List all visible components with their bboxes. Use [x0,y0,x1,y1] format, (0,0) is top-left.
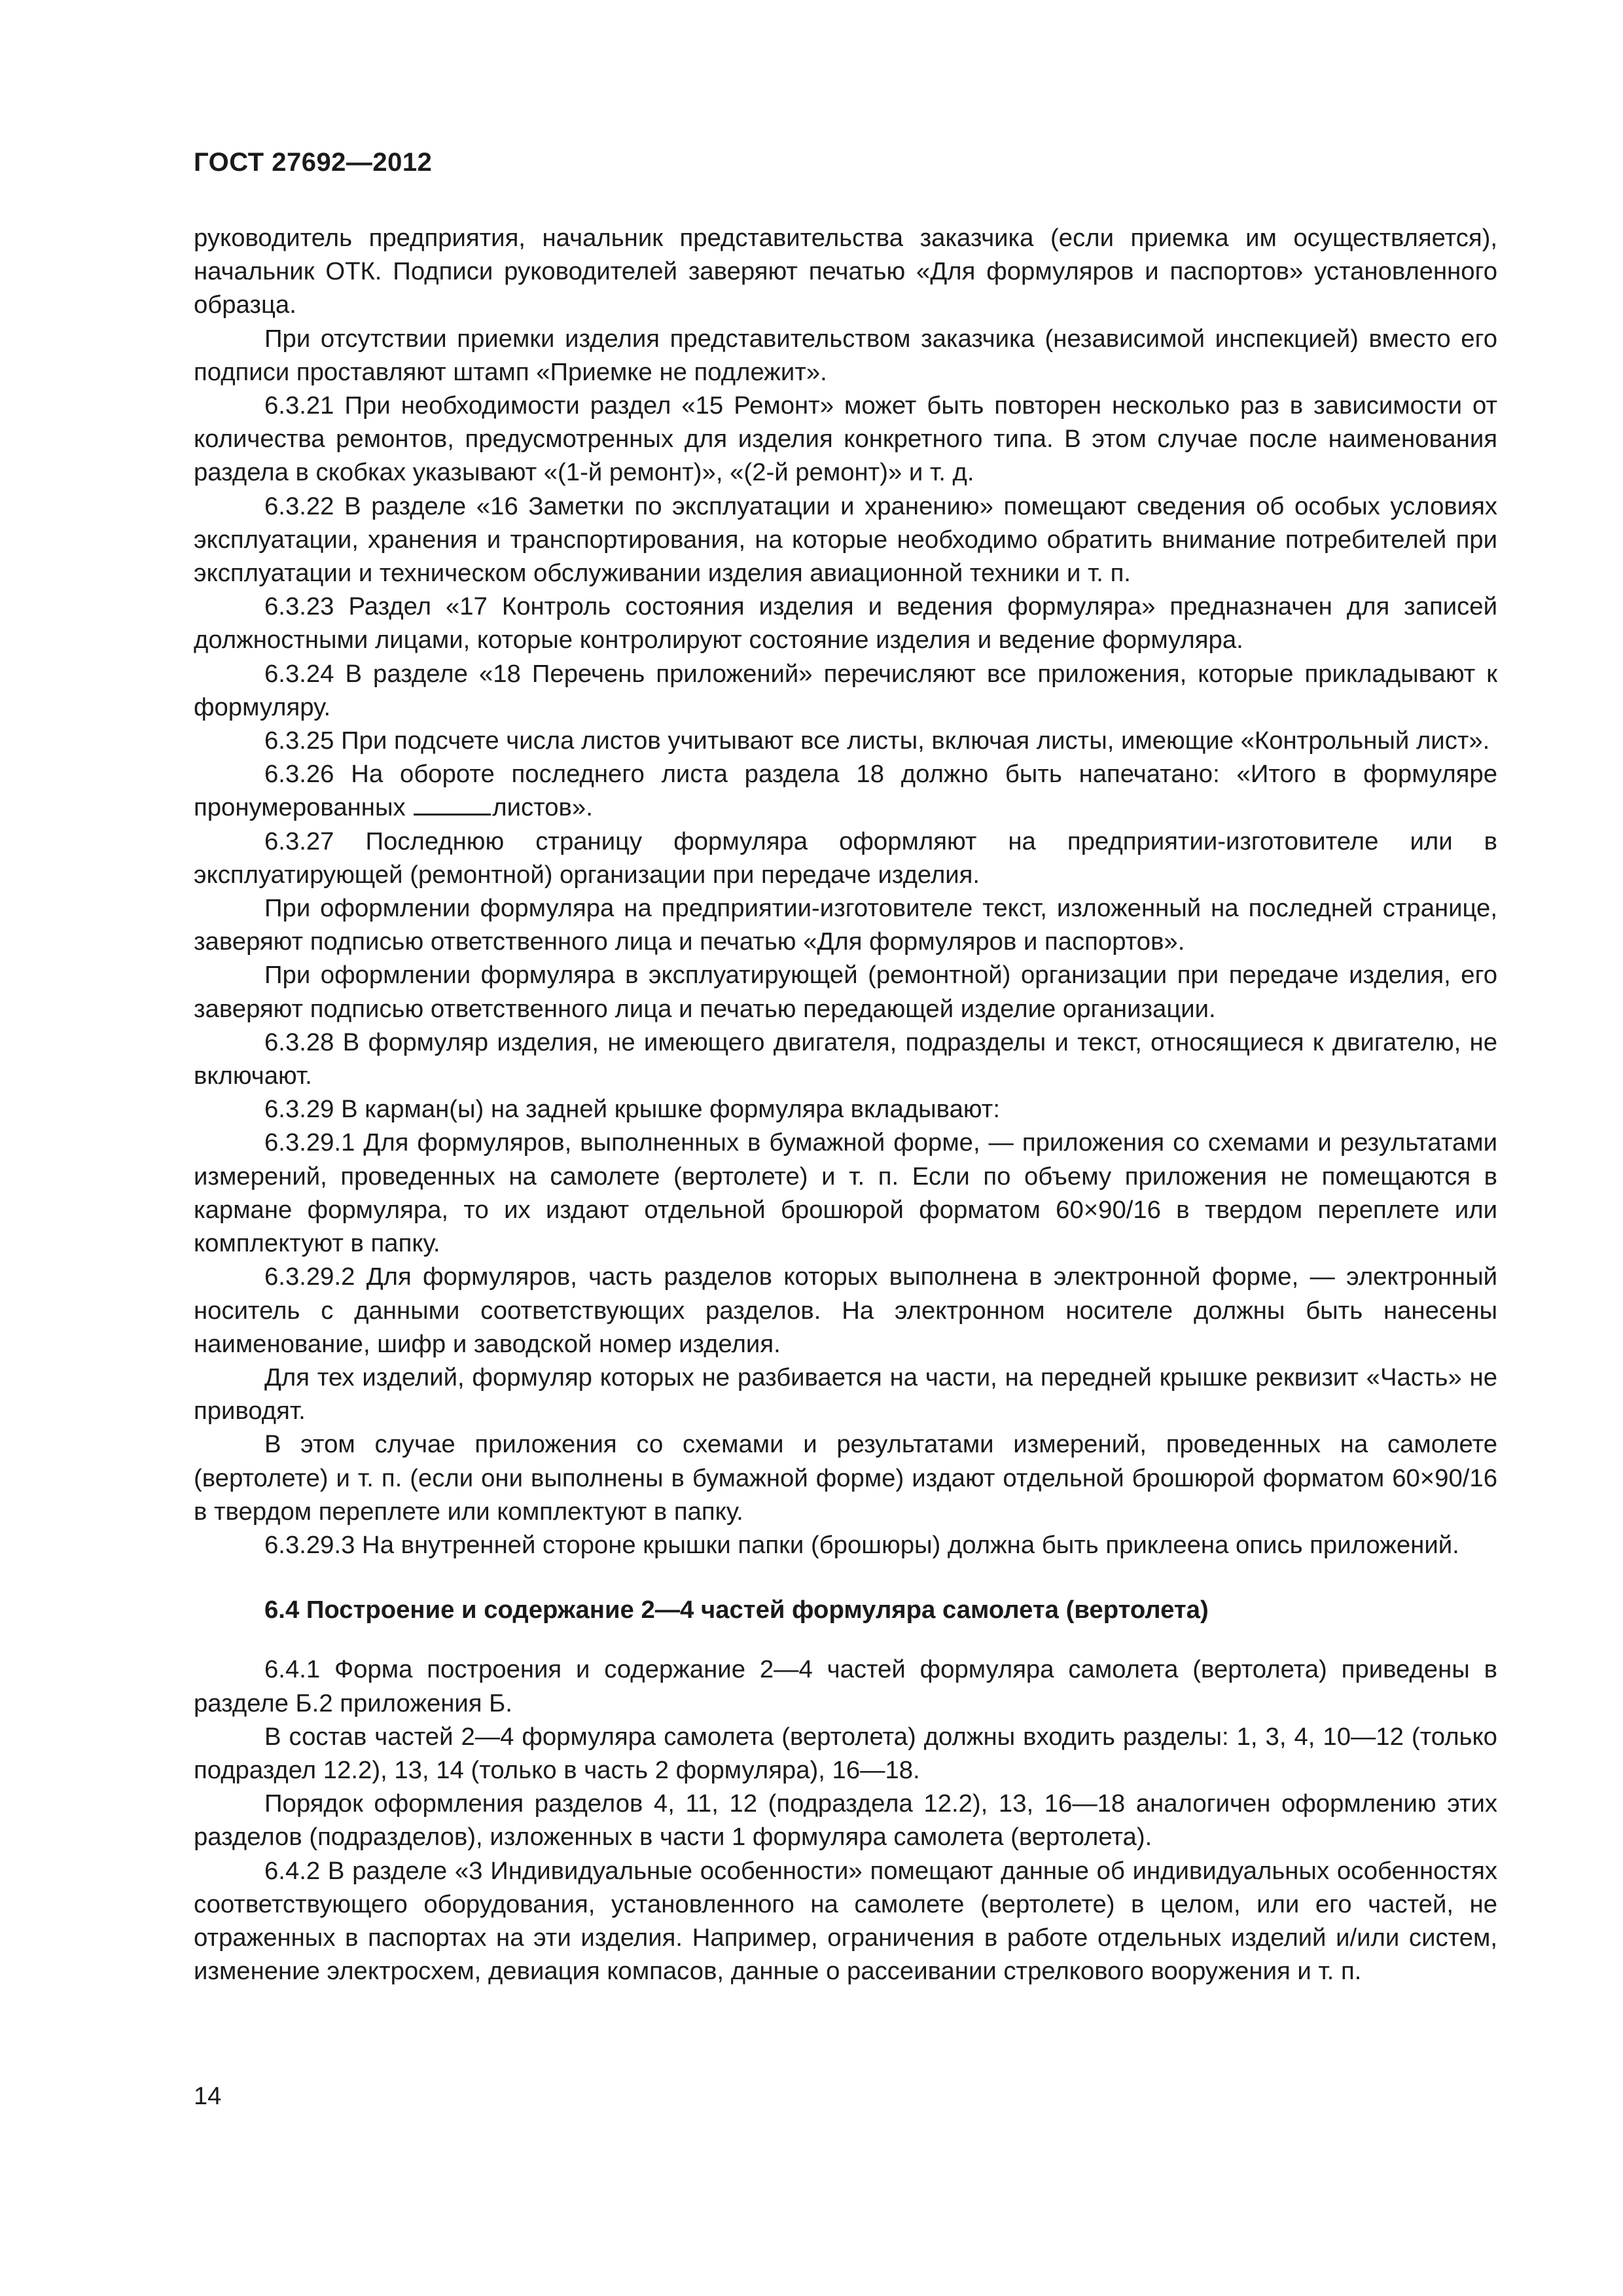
paragraph-6-3-24: 6.3.24 В разделе «18 Перечень приложений» перечисляют все приложения, которые прикладывают к формуляру. [194,659,1497,721]
paragraph-6-3-26-end: листов». [492,793,593,822]
paragraph-6-3-22: 6.3.22 В разделе «16 Заметки по эксплуатации и хранению» помещают сведения об особых условиях эксплуатации, хранения и транспортирования, на которые необходимо обратить внимание потребителей при эксплуатации и техническом обслуживании изделия авиационной техники и т. п. [194,492,1497,588]
paragraph-6-3-29-1: 6.3.29.1 Для формуляров, выполненных в бумажной форме, — приложения со схемами и результатами измерений, проведенных на самолете (вертолете) и т. п. Если по объему приложения не помещаются в кармане формуляра, то их издают отдельной брошюрой форматом 60×90/16 в твердом переплете или комплектуют в папку. [194,1128,1497,1258]
paragraph-6-3-28: 6.3.28 В формуляр изделия, не имеющего двигателя, подразделы и текст, относящиеся к двигателю, не включают. [194,1028,1497,1090]
paragraph: В этом случае приложения со схемами и результатами измерений, проведенных на самолете (вертолете) и т. п. (если они выполнены в бумажной форме) издают отдельной брошюрой форматом 60×90/16 в твердом переплете или комплектуют в папку. [194,1430,1497,1526]
paragraph-6-3-29: 6.3.29 В карман(ы) на задней крышке формуляра вкладывают: [264,1095,1000,1124]
paragraph-6-3-29-3: 6.3.29.3 На внутренней стороне крышки папки (брошюры) должна быть приклеена опись приложений. [264,1530,1459,1559]
paragraph-6-4-1: 6.4.1 Форма построения и содержание 2—4 частей формуляра самолета (вертолета) приведены в разделе Б.2 приложения Б. [194,1655,1497,1717]
blank-line [414,791,491,816]
document-page [194,0,1497,2296]
paragraph-6-3-27: 6.3.27 Последнюю страницу формуляра оформляют на предприятии-изготовителе или в эксплуатирующей (ремонтной) организации при передаче изделия. [194,827,1497,889]
paragraph: В состав частей 2—4 формуляра самолета (вертолета) должны входить разделы: 1, 3, 4, 10—12 (только подраздел 12.2), 13, 14 (только в часть 2 формуляра), 16—18. [194,1722,1497,1784]
paragraph-6-4-2: 6.4.2 В разделе «3 Индивидуальные особенности» помещают данные об индивидуальных особенностях соответствующего оборудования, установленного на самолете (вертолете) в целом, или его частей, не отраженных в паспортах на эти изделия. Например, ограничения в работе отдельных изделий и/или систем, изменение электросхем, девиация компасов, данные о рассеивании стрелкового вооружения и т. п. [194,1856,1497,1986]
paragraph-6-3-23: 6.3.23 Раздел «17 Контроль состояния изделия и ведения формуляра» предназначен для записей должностными лицами, которые контролируют состояние изделия и ведение формуляра. [194,592,1497,655]
paragraph-6-3-26-text: 6.3.26 На обороте последнего листа раздела 18 должно быть напечатано: «Итого в формуляре пронумерованных [194,760,1497,822]
paragraph: Порядок оформления разделов 4, 11, 12 (подраздела 12.2), 13, 16—18 аналогичен оформлению этих разделов (подразделов), изложенных в части 1 формуляра самолета (вертолета). [194,1789,1497,1852]
paragraph-6-3-29-2: 6.3.29.2 Для формуляров, часть разделов которых выполнена в электронной форме, — электронный носитель с данными соответствующих разделов. На электронном носителе должны быть нанесены наименование, шифр и заводской номер изделия. [194,1263,1497,1358]
section-heading-6-4: 6.4 Построение и содержание 2—4 частей формуляра самолета (вертолета) [264,1596,1209,1624]
paragraph: При оформлении формуляра на предприятии-изготовителе текст, изложенный на последней странице, заверяют подписью ответственного лица и печатью «Для формуляров и паспортов». [194,894,1497,956]
paragraph: Для тех изделий, формуляр которых не разбивается на части, на передней крышке реквизит «Часть» не приводят. [194,1363,1497,1426]
paragraph: При оформлении формуляра в эксплуатирующей (ремонтной) организации при передаче изделия, его заверяют подписью ответственного лица и печатью передающей изделие организации. [194,961,1497,1023]
page-number: 14 [194,2083,222,2110]
paragraph-6-3-26 [194,757,1497,824]
paragraph-6-3-25: 6.3.25 При подсчете числа листов учитывают все листы, включая листы, имеющие «Контрольный лист». [264,726,1490,755]
standard-header: ГОСТ 27692—2012 [194,148,433,177]
document-body [194,221,1497,1988]
paragraph-6-3-21: 6.3.21 При необходимости раздел «15 Ремонт» может быть повторен несколько раз в зависимости от количества ремонтов, предусмотренных для изделия конкретного типа. В этом случае после наименования раздела в скобках указывают «(1-й ремонт)», «(2-й ремонт)» и т. д. [194,391,1497,487]
paragraph: При отсутствии приемки изделия представительством заказчика (независимой инспекцией) вместо его подписи проставляют штамп «Приемке не подлежит». [194,324,1497,386]
paragraph: руководитель предприятия, начальник представительства заказчика (если приемка им осуществляется), начальник ОТК. Подписи руководителей заверяют печатью «Для формуляров и паспортов» установленного образца. [194,224,1497,319]
